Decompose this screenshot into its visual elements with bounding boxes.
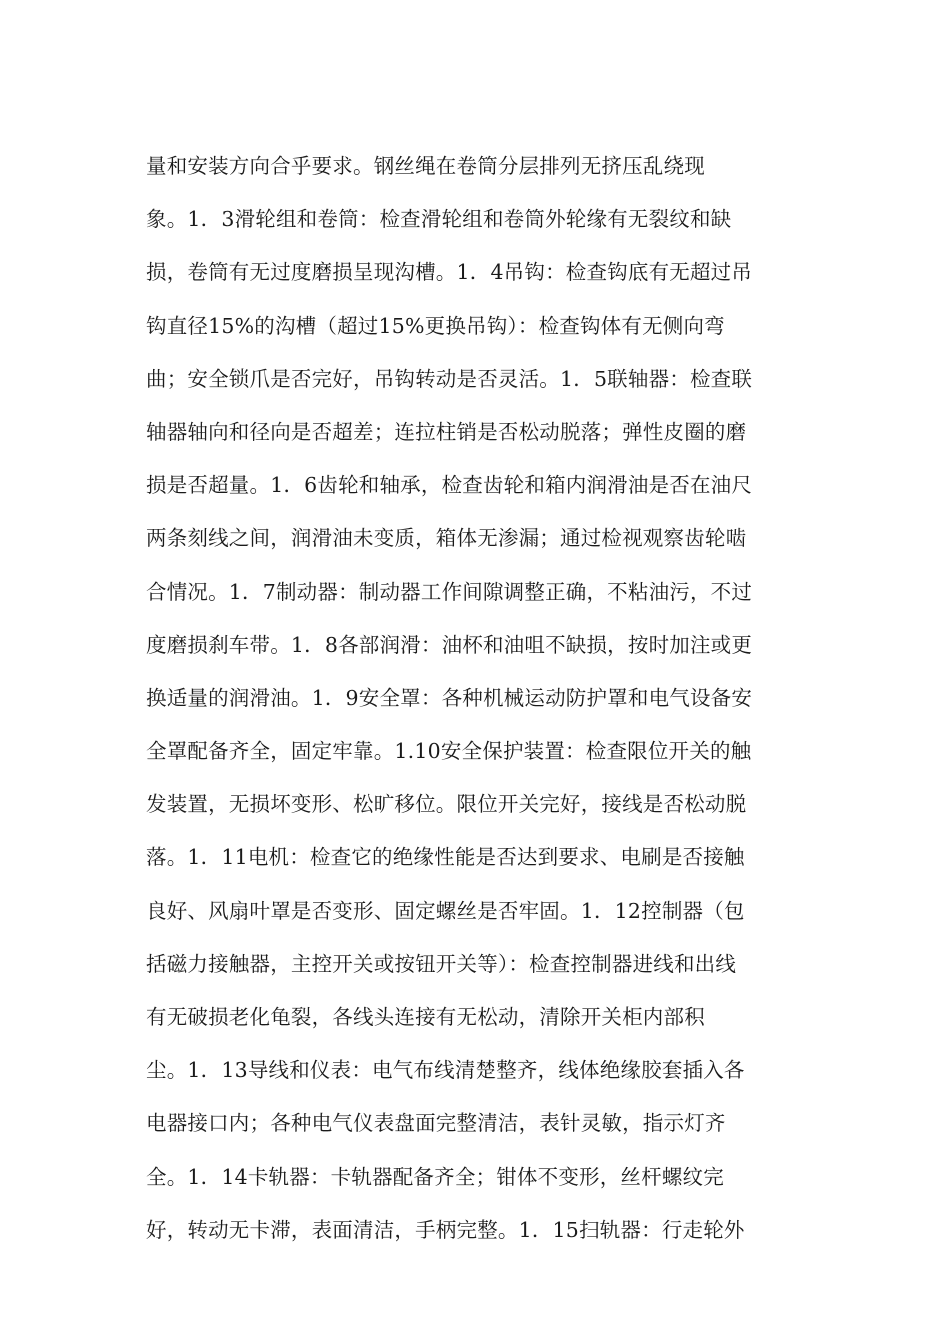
text-line: 电器接口内；各种电气仪表盘面完整清洁，表针灵敏，指示灯齐 [146,1111,726,1136]
text-line: 度磨损刹车带。1．8各部润滑：油杯和油咀不缺损，按时加注或更 [146,632,753,657]
body-text [146,146,816,1263]
text-line: 钩直径15%的沟槽（超过15%更换吊钩）：检查钩体有无侧向弯 [146,313,725,338]
text-line: 轴器轴向和径向是否超差；连拉柱销是否松动脱落；弹性皮圈的磨 [146,419,747,444]
text-line: 良好、风扇叶罩是否变形、固定螺丝是否牢固。1．12控制器（包 [146,898,745,923]
text-line: 全。1．14卡轨器：卡轨器配备齐全；钳体不变形，丝杆螺纹完 [146,1164,724,1189]
text-line: 好，转动无卡滞，表面清洁，手柄完整。1．15扫轨器：行走轮外 [146,1217,745,1242]
text-line: 合情况。1．7制动器：制动器工作间隙调整正确，不粘油污，不过 [146,579,753,604]
text-line: 括磁力接触器，主控开关或按钮开关等）：检查控制器进线和出线 [146,951,737,976]
text-line: 全罩配备齐全，固定牢靠。1.10安全保护装置：检查限位开关的触 [146,739,752,764]
text-line: 损，卷筒有无过度磨损呈现沟槽。1．4吊钩：检查钩底有无超过吊 [146,260,753,285]
text-line: 两条刻线之间，润滑油未变质，箱体无渗漏；通过检视观察齿轮啮 [146,526,747,551]
text-line: 象。1．3滑轮组和卷筒：检查滑轮组和卷筒外轮缘有无裂纹和缺 [146,207,732,232]
text-line: 损是否超量。1．6齿轮和轴承，检查齿轮和箱内润滑油是否在油尺 [146,473,753,498]
text-line: 落。1．11电机：检查它的绝缘性能是否达到要求、电刷是否接触 [146,845,745,870]
text-line: 曲；安全锁爪是否完好，吊钩转动是否灵活。1．5联轴器：检查联 [146,366,753,391]
text-line: 量和安装方向合乎要求。钢丝绳在卷筒分层排列无挤压乱绕现 [146,154,705,178]
text-line: 发装置，无损坏变形、松旷移位。限位开关完好，接线是否松动脱 [146,792,747,817]
text-line: 换适量的润滑油。1．9安全罩：各种机械运动防护罩和电气设备安 [146,685,753,710]
text-line: 尘。1．13导线和仪表：电气布线清楚整齐，线体绝缘胶套插入各 [146,1058,745,1083]
text-line: 有无破损老化龟裂，各线头连接有无松动，清除开关柜内部积 [146,1005,705,1029]
